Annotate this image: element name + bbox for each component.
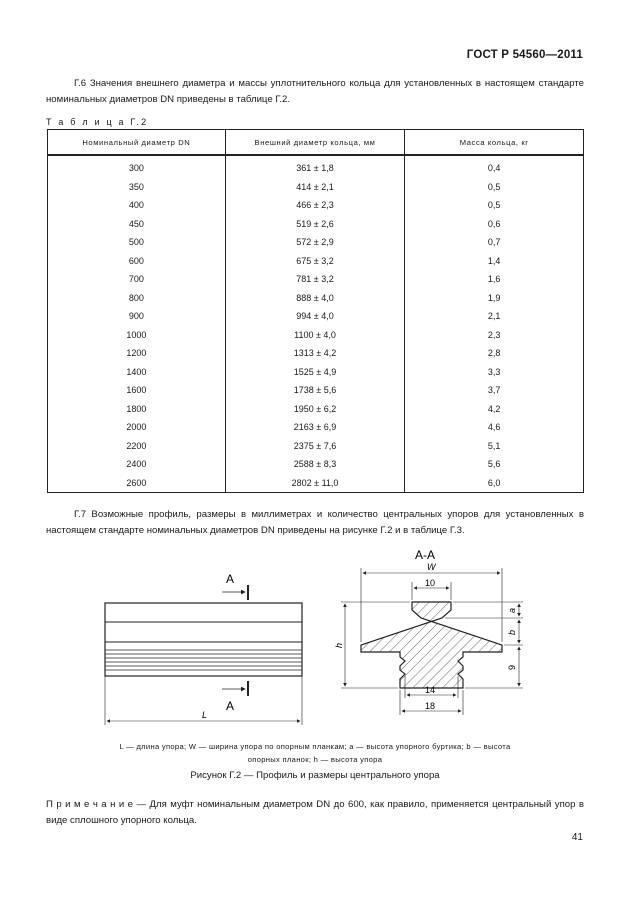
- cell-outer-diameter: 572 ± 2,9: [225, 233, 405, 252]
- cell-outer-diameter: 414 ± 2,1: [225, 178, 405, 197]
- cell-outer-diameter: 2163 ± 6,9: [225, 418, 405, 437]
- cell-nominal-diameter: 300: [48, 155, 226, 178]
- table-g2: [47, 129, 584, 493]
- cell-outer-diameter: 2375 ± 7,6: [225, 437, 405, 456]
- cell-outer-diameter: 1100 ± 4,0: [225, 326, 405, 345]
- cell-mass: 1,4: [405, 252, 584, 271]
- header-outer-diameter: Внешний диаметр кольца, мм: [225, 130, 405, 156]
- cell-nominal-diameter: 900: [48, 307, 226, 326]
- table-row: [48, 155, 584, 178]
- dim-14-label: 14: [425, 685, 436, 695]
- table-row: [48, 252, 584, 271]
- dim-10-label: 10: [425, 578, 436, 588]
- cell-outer-diameter: 781 ± 3,2: [225, 270, 405, 289]
- cell-nominal-diameter: 800: [48, 289, 226, 308]
- figure-caption: Рисунок Г.2 — Профиль и размеры центрального упора: [190, 770, 440, 781]
- cell-mass: 4,6: [405, 418, 584, 437]
- dim-w-label: W: [427, 562, 436, 572]
- cell-nominal-diameter: 500: [48, 233, 226, 252]
- paragraph-g7: Г.7 Возможные профиль, размеры в миллиметрах и количество центральных упоров для установленных в настоящем стандарте номинальных диаметров DN приведены на рисунке Г.2 и в таблице Г.3.: [46, 509, 584, 536]
- table-row: [48, 270, 584, 289]
- cell-mass: 0,6: [405, 215, 584, 234]
- table-row: [48, 474, 584, 493]
- paragraph-g6: Г.6 Значения внешнего диаметра и массы уплотнительного кольца для установленных в настоящем стандарте номинальных диаметров DN приведены в таблице Г.2.: [46, 78, 584, 105]
- table-row: [48, 196, 584, 215]
- dim-h-label: h: [334, 642, 344, 648]
- cell-nominal-diameter: 1800: [48, 400, 226, 419]
- table-row: [48, 418, 584, 437]
- cell-nominal-diameter: 600: [48, 252, 226, 271]
- section-view: [334, 548, 523, 715]
- table-row: [48, 215, 584, 234]
- cell-mass: 5,1: [405, 437, 584, 456]
- cell-outer-diameter: 1525 ± 4,9: [225, 363, 405, 382]
- table-header-row: [48, 130, 584, 156]
- cell-mass: 2,3: [405, 326, 584, 345]
- cell-outer-diameter: 2802 ± 11,0: [225, 474, 405, 493]
- cell-mass: 0,4: [405, 155, 584, 178]
- cell-nominal-diameter: 1200: [48, 344, 226, 363]
- cell-nominal-diameter: 400: [48, 196, 226, 215]
- table-row: [48, 437, 584, 456]
- cell-nominal-diameter: 1000: [48, 326, 226, 345]
- table-row: [48, 344, 584, 363]
- cell-nominal-diameter: 2200: [48, 437, 226, 456]
- cut-mark-bottom: A: [226, 699, 235, 713]
- dim-a-label: a: [507, 607, 517, 613]
- table-row: [48, 381, 584, 400]
- cell-mass: 0,5: [405, 178, 584, 197]
- cell-outer-diameter: 994 ± 4,0: [225, 307, 405, 326]
- cell-mass: 0,5: [405, 196, 584, 215]
- table-row: [48, 326, 584, 345]
- figure-g2: [95, 540, 535, 735]
- cell-nominal-diameter: 700: [48, 270, 226, 289]
- table-row: [48, 400, 584, 419]
- cell-nominal-diameter: 2600: [48, 474, 226, 493]
- cell-nominal-diameter: 1600: [48, 381, 226, 400]
- header-nominal-diameter: Номинальный диаметр DN: [48, 130, 226, 156]
- document-code: ГОСТ Р 54560—2011: [466, 49, 583, 61]
- cell-mass: 3,7: [405, 381, 584, 400]
- figure-legend: L — длина упора; W — ширина упора по опорным планкам; a — высота упорного буртика; b — высота опорных планок; h — высота упора: [119, 742, 511, 764]
- cell-mass: 5,6: [405, 455, 584, 474]
- dim-l-label: L: [202, 710, 208, 720]
- cell-outer-diameter: 1313 ± 4,2: [225, 344, 405, 363]
- table-caption: Т а б л и ц а Г.2: [46, 117, 149, 127]
- cell-outer-diameter: 888 ± 4,0: [225, 289, 405, 308]
- dim-9-label: 9: [507, 664, 517, 670]
- dim-b-label: b: [507, 629, 517, 635]
- cell-nominal-diameter: 2400: [48, 455, 226, 474]
- cell-nominal-diameter: 350: [48, 178, 226, 197]
- cell-outer-diameter: 519 ± 2,6: [225, 215, 405, 234]
- table-row: [48, 178, 584, 197]
- cell-nominal-diameter: 2000: [48, 418, 226, 437]
- cell-nominal-diameter: 1400: [48, 363, 226, 382]
- table-row: [48, 363, 584, 382]
- section-title: A-A: [415, 548, 436, 562]
- cell-outer-diameter: 466 ± 2,3: [225, 196, 405, 215]
- table-body: [48, 155, 584, 493]
- side-view: [105, 572, 302, 725]
- cell-mass: 2,8: [405, 344, 584, 363]
- cell-mass: 0,7: [405, 233, 584, 252]
- page-number: 41: [571, 832, 583, 843]
- cell-outer-diameter: 675 ± 3,2: [225, 252, 405, 271]
- table-row: [48, 307, 584, 326]
- header-mass: Масса кольца, кг: [405, 130, 584, 156]
- cell-mass: 3,3: [405, 363, 584, 382]
- note: П р и м е ч а н и е — Для муфт номинальным диаметром DN до 600, как правило, применяется центральный упор в виде сплошного упорного кольца.: [46, 799, 584, 826]
- cell-outer-diameter: 361 ± 1,8: [225, 155, 405, 178]
- table-row: [48, 455, 584, 474]
- cut-mark-top: A: [226, 572, 235, 586]
- table-row: [48, 289, 584, 308]
- cell-outer-diameter: 2588 ± 8,3: [225, 455, 405, 474]
- cell-mass: 4,2: [405, 400, 584, 419]
- cell-outer-diameter: 1738 ± 5,6: [225, 381, 405, 400]
- cell-nominal-diameter: 450: [48, 215, 226, 234]
- cell-mass: 6,0: [405, 474, 584, 493]
- cell-mass: 1,9: [405, 289, 584, 308]
- dim-18-label: 18: [425, 701, 436, 711]
- cell-mass: 2,1: [405, 307, 584, 326]
- cell-mass: 1,6: [405, 270, 584, 289]
- cell-outer-diameter: 1950 ± 6,2: [225, 400, 405, 419]
- table-row: [48, 233, 584, 252]
